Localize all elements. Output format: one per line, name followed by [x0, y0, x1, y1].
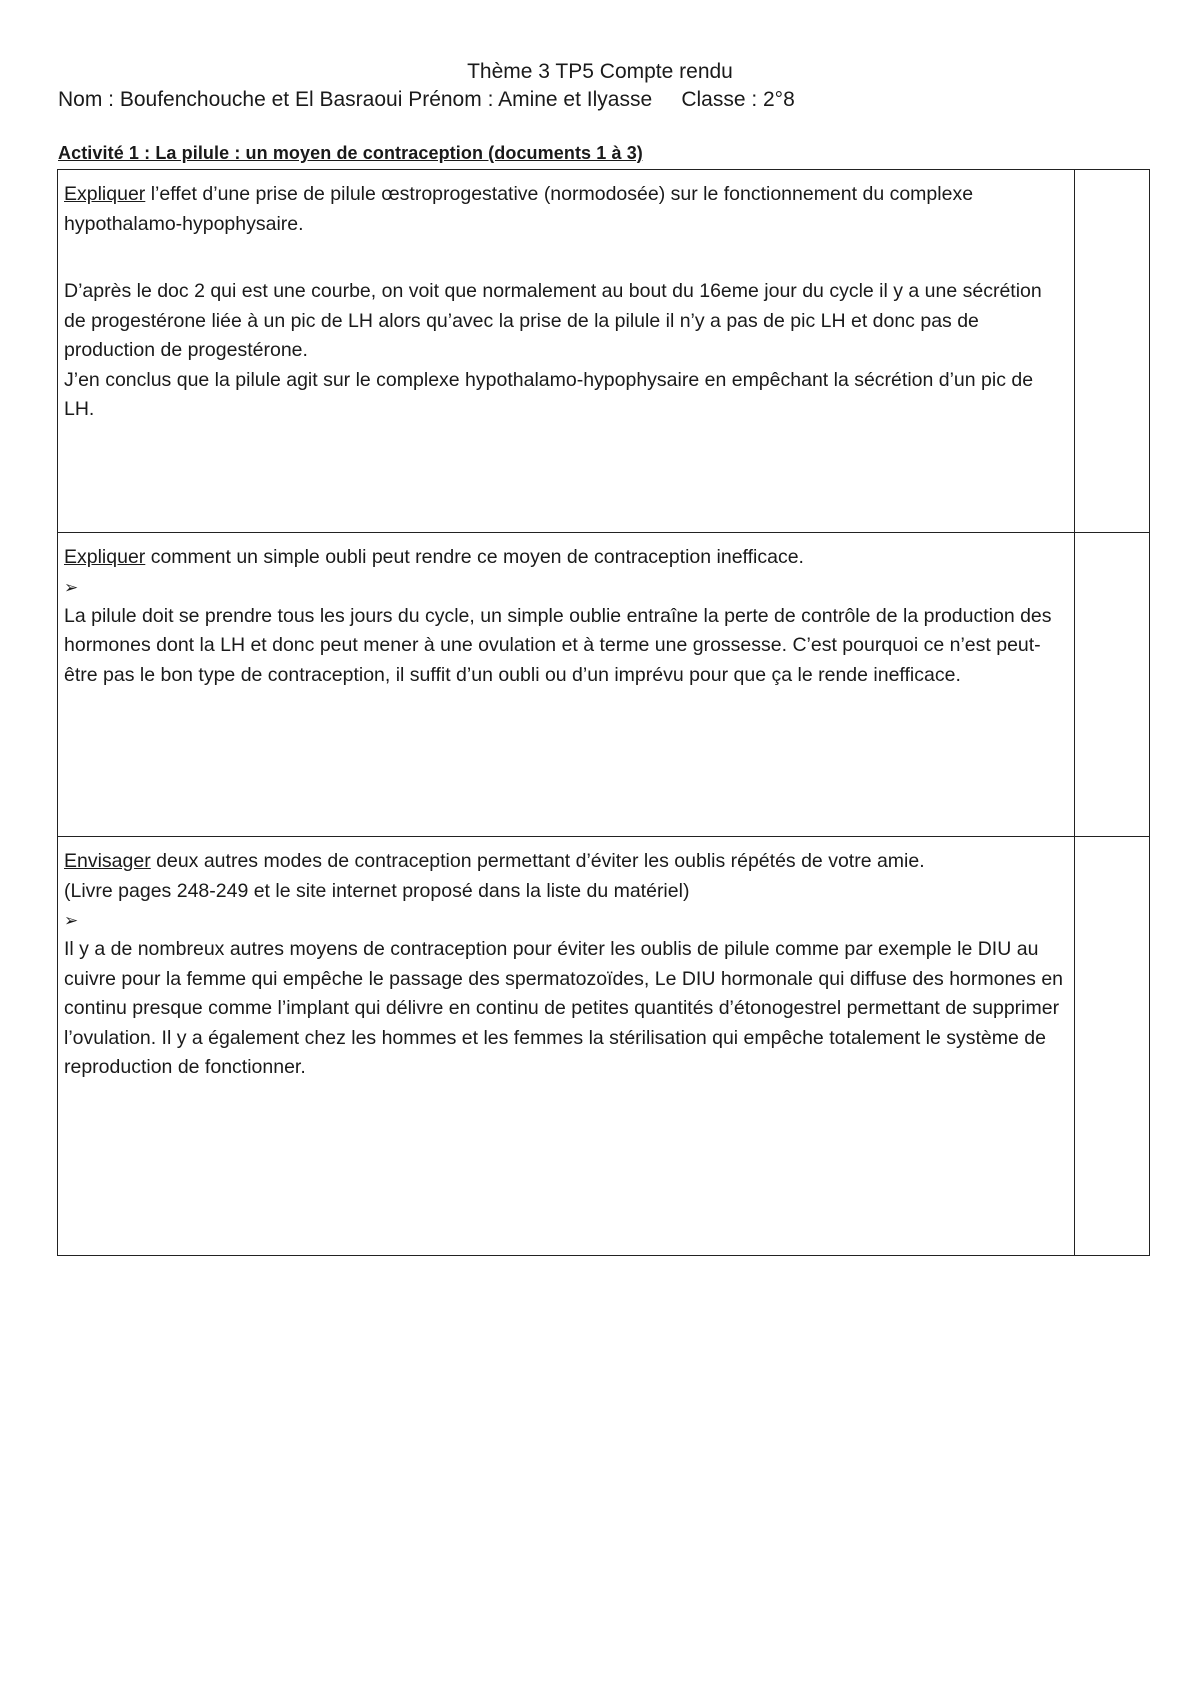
question-keyword: Expliquer [64, 546, 146, 568]
question-text: l’effet d’une prise de pilule œstroprogestative (normodosée) sur le fonctionnement du complexe hypothalamo-hypophysaire. [64, 183, 974, 235]
question-text: deux autres modes de contraception permettant d’éviter les oublis répétés de votre amie. [150, 850, 925, 872]
document-title: Thème 3 TP5 Compte rendu [467, 60, 733, 83]
question-3 [64, 847, 1068, 877]
question-cell-2 [58, 533, 1075, 837]
question-cell-1 [58, 170, 1075, 533]
question-cell-3 [58, 837, 1075, 1256]
question-3-reference: (Livre pages 248-249 et le site internet proposé dans la liste du matériel) [64, 879, 690, 902]
question-2 [64, 543, 1068, 573]
answer-3: Il y a de nombreux autres moyens de contraception pour éviter les oublis de pilule comme par exemple le DIU au cuivre pour la femme qui empêche le passage des spermatozoïdes, Le DIU hormonale qui diffuse des hormones en continu presque comme l’implant qui délivre en continu de petites quantités d’étonogestrel permettant de supprimer l’ovulation. Il y a également chez les hommes et les femmes la stérilisation qui empêche totalement le système de reproduction de fonctionner. [64, 938, 1064, 1078]
table-row [58, 533, 1150, 837]
grade-cell-2 [1075, 533, 1150, 837]
grade-cell-3 [1075, 837, 1150, 1256]
answer-1-paragraph-2: J’en conclus que la pilule agit sur le complexe hypothalamo-hypophysaire en empêchant la sécrétion d’un pic de LH. [64, 368, 1034, 420]
question-keyword: Expliquer [64, 183, 146, 205]
arrow-bullet-icon: ➢ [64, 577, 79, 597]
question-keyword: Envisager [64, 850, 151, 872]
answer-2: La pilule doit se prendre tous les jours du cycle, un simple oublie entraîne la perte de contrôle de la production des hormones dont la LH et donc peut mener à une ovulation et à terme une grossesse. C’est pourquoi ce n’est peut-être pas le bon type de contraception, il suffit d’un oubli ou d’un imprévu pour que ça le rende inefficace. [64, 604, 1052, 686]
answer-table [57, 169, 1150, 1256]
question-text: comment un simple oubli peut rendre ce moyen de contraception inefficace. [145, 546, 804, 568]
answer-1-paragraph-1: D’après le doc 2 qui est une courbe, on voit que normalement au bout du 16eme jour du cycle il y a une sécrétion de progestérone liée à un pic de LH alors qu’avec la prise de la pilule il n’y a pas de pic LH et donc pas de production de progestérone. [64, 280, 1042, 361]
question-1 [64, 180, 1068, 239]
activity-title: Activité 1 : La pilule : un moyen de contraception (documents 1 à 3) [58, 143, 643, 163]
table-row [58, 170, 1150, 533]
table-row [58, 837, 1150, 1256]
student-info: Nom : Boufenchouche et El Basraoui Prénom : Amine et Ilyasse Classe : 2°8 [58, 88, 795, 111]
grade-cell-1 [1075, 170, 1150, 533]
arrow-bullet-icon: ➢ [64, 911, 79, 930]
